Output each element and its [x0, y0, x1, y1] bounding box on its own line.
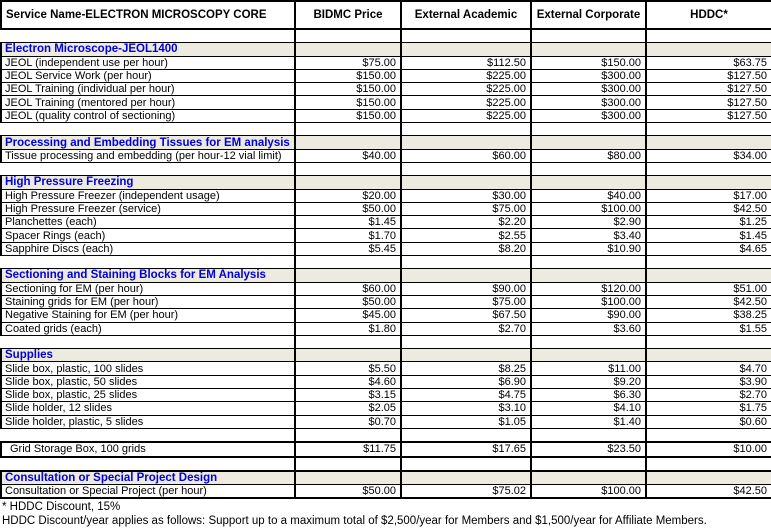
price-cell [401, 335, 531, 348]
table-row [1, 485, 771, 499]
service-name-cell: Spacer Rings (each) [1, 229, 295, 242]
service-name-cell: Consultation or Special Project (per hour) [1, 485, 295, 499]
price-cell [646, 335, 771, 348]
price-cell: $45.00 [295, 309, 401, 322]
price-cell: $42.50 [646, 485, 771, 499]
service-name-cell: Tissue processing and embedding (per hour-12 vial limit) [1, 149, 295, 162]
spacer-row [1, 123, 771, 136]
price-cell [646, 136, 771, 149]
table-row [1, 415, 771, 428]
price-cell: $63.75 [646, 56, 771, 69]
table-row [1, 242, 771, 255]
column-header-external-academic: External Academic [401, 1, 531, 29]
table-row [1, 322, 771, 335]
price-cell: $38.25 [646, 309, 771, 322]
service-name-cell: Slide box, plastic, 100 slides [1, 362, 295, 375]
price-cell: $2.20 [401, 216, 531, 229]
section-row [1, 471, 771, 485]
price-cell: $60.00 [295, 282, 401, 295]
price-cell: $10.00 [646, 442, 771, 456]
price-cell [295, 29, 401, 43]
service-name-cell: JEOL Training (individual per hour) [1, 83, 295, 96]
price-cell: $120.00 [531, 282, 646, 295]
price-cell: $1.45 [295, 216, 401, 229]
service-name-cell [1, 428, 295, 442]
column-header-hddc: HDDC* [646, 1, 771, 29]
price-cell: $51.00 [646, 282, 771, 295]
service-name-cell: Grid Storage Box, 100 grids [1, 442, 295, 456]
price-cell: $11.75 [295, 442, 401, 456]
service-name-cell [1, 457, 295, 471]
footnote-hddc-discount-details: HDDC Discount/year applies as follows: Support up to a maximum total of $2,500/year for Members and $1,500/year for Affiliate Members. [2, 514, 707, 527]
price-cell: $1.70 [295, 229, 401, 242]
island-row [1, 442, 771, 456]
price-cell [531, 256, 646, 269]
table-row [1, 69, 771, 82]
service-name-cell: JEOL Training (mentored per hour) [1, 96, 295, 109]
price-cell: $0.70 [295, 415, 401, 428]
table-row [1, 295, 771, 308]
section-title-cell: High Pressure Freezing [1, 176, 295, 189]
price-cell: $100.00 [531, 295, 646, 308]
price-cell [531, 457, 646, 471]
price-cell [295, 136, 401, 149]
price-cell [401, 471, 531, 485]
price-cell: $50.00 [295, 202, 401, 215]
price-cell: $8.20 [401, 242, 531, 255]
service-name-cell: Slide box, plastic, 25 slides [1, 389, 295, 402]
price-cell: $225.00 [401, 83, 531, 96]
service-name-cell: JEOL (quality control of sectioning) [1, 109, 295, 122]
table-row [1, 216, 771, 229]
price-cell: $1.05 [401, 415, 531, 428]
price-cell [295, 162, 401, 175]
column-header-external-corporate: External Corporate [531, 1, 646, 29]
price-cell: $3.60 [531, 322, 646, 335]
price-cell [401, 428, 531, 442]
price-cell: $50.00 [295, 485, 401, 499]
section-row [1, 349, 771, 362]
price-cell [646, 269, 771, 282]
table-row [1, 149, 771, 162]
price-cell: $50.00 [295, 295, 401, 308]
price-cell: $1.25 [646, 216, 771, 229]
price-cell [646, 43, 771, 56]
price-cell: $112.50 [401, 56, 531, 69]
price-cell: $3.90 [646, 375, 771, 388]
service-name-cell: Sapphire Discs (each) [1, 242, 295, 255]
price-cell: $300.00 [531, 109, 646, 122]
price-cell: $127.50 [646, 109, 771, 122]
price-cell [295, 256, 401, 269]
price-cell [531, 136, 646, 149]
price-cell: $30.00 [401, 189, 531, 202]
price-cell: $9.20 [531, 375, 646, 388]
section-row [1, 43, 771, 56]
price-cell: $1.40 [531, 415, 646, 428]
price-cell [531, 471, 646, 485]
spacer-row [1, 428, 771, 442]
price-cell: $300.00 [531, 83, 646, 96]
service-name-cell: Coated grids (each) [1, 322, 295, 335]
price-cell: $1.75 [646, 402, 771, 415]
service-name-cell [1, 29, 295, 43]
price-cell: $40.00 [295, 149, 401, 162]
price-cell [295, 428, 401, 442]
service-name-cell: High Pressure Freezer (service) [1, 202, 295, 215]
price-cell: $5.50 [295, 362, 401, 375]
price-cell [295, 269, 401, 282]
price-cell [295, 457, 401, 471]
price-cell [531, 269, 646, 282]
price-cell: $17.00 [646, 189, 771, 202]
price-cell: $150.00 [295, 109, 401, 122]
table-row [1, 229, 771, 242]
price-cell: $100.00 [531, 485, 646, 499]
section-row [1, 136, 771, 149]
price-cell: $4.60 [295, 375, 401, 388]
price-cell: $127.50 [646, 69, 771, 82]
price-cell: $4.10 [531, 402, 646, 415]
footnotes [0, 501, 771, 528]
service-name-cell: Negative Staining for EM (per hour) [1, 309, 295, 322]
price-table-body [1, 29, 771, 498]
price-cell: $300.00 [531, 69, 646, 82]
column-header-bidmc-price: BIDMC Price [295, 1, 401, 29]
table-row [1, 402, 771, 415]
service-name-cell [1, 162, 295, 175]
price-cell: $90.00 [401, 282, 531, 295]
price-cell [295, 43, 401, 56]
service-name-cell: Staining grids for EM (per hour) [1, 295, 295, 308]
price-cell: $20.00 [295, 189, 401, 202]
price-cell [401, 29, 531, 43]
service-name-cell [1, 256, 295, 269]
price-cell [401, 123, 531, 136]
price-cell: $80.00 [531, 149, 646, 162]
section-title-cell: Supplies [1, 349, 295, 362]
service-name-cell [1, 123, 295, 136]
service-name-cell: Slide holder, 12 slides [1, 402, 295, 415]
price-cell: $150.00 [295, 96, 401, 109]
price-cell: $150.00 [531, 56, 646, 69]
price-cell: $100.00 [531, 202, 646, 215]
price-cell [295, 349, 401, 362]
price-cell: $3.40 [531, 229, 646, 242]
table-row [1, 282, 771, 295]
price-cell [646, 256, 771, 269]
price-cell: $40.00 [531, 189, 646, 202]
footnote-hddc-discount: * HDDC Discount, 15% [2, 501, 121, 514]
price-cell: $4.70 [646, 362, 771, 375]
price-cell: $1.55 [646, 322, 771, 335]
price-cell [646, 123, 771, 136]
price-cell: $90.00 [531, 309, 646, 322]
price-cell: $75.02 [401, 485, 531, 499]
price-cell: $4.65 [646, 242, 771, 255]
table-row [1, 389, 771, 402]
price-cell: $42.50 [646, 295, 771, 308]
price-cell [401, 136, 531, 149]
service-name-cell: JEOL (independent use per hour) [1, 56, 295, 69]
price-cell [401, 162, 531, 175]
price-cell: $1.45 [646, 229, 771, 242]
price-cell [531, 29, 646, 43]
service-name-cell [1, 335, 295, 348]
price-cell: $2.70 [646, 389, 771, 402]
service-name-cell: Slide box, plastic, 50 slides [1, 375, 295, 388]
price-cell: $2.90 [531, 216, 646, 229]
section-title-cell: Consultation or Special Project Design [1, 471, 295, 485]
price-cell: $2.55 [401, 229, 531, 242]
price-cell [646, 457, 771, 471]
table-header [1, 1, 771, 29]
price-cell: $2.70 [401, 322, 531, 335]
price-cell [401, 457, 531, 471]
price-cell: $1.80 [295, 322, 401, 335]
price-cell: $23.50 [531, 442, 646, 456]
price-cell [295, 335, 401, 348]
price-cell: $4.75 [401, 389, 531, 402]
price-cell: $0.60 [646, 415, 771, 428]
price-cell: $6.30 [531, 389, 646, 402]
price-cell: $150.00 [295, 83, 401, 96]
section-title-cell: Processing and Embedding Tissues for EM analysis [1, 136, 295, 149]
service-name-cell: Sectioning for EM (per hour) [1, 282, 295, 295]
section-title-cell: Sectioning and Staining Blocks for EM Analysis [1, 269, 295, 282]
price-cell [295, 123, 401, 136]
price-cell: $67.50 [401, 309, 531, 322]
table-row [1, 362, 771, 375]
price-cell [531, 123, 646, 136]
price-cell: $127.50 [646, 96, 771, 109]
price-cell: $300.00 [531, 96, 646, 109]
service-name-cell: Planchettes (each) [1, 216, 295, 229]
price-cell [531, 428, 646, 442]
spacer-row [1, 457, 771, 471]
price-cell: $6.90 [401, 375, 531, 388]
section-row [1, 269, 771, 282]
price-cell [295, 176, 401, 189]
price-cell [531, 43, 646, 56]
price-cell: $17.65 [401, 442, 531, 456]
price-cell: $34.00 [646, 149, 771, 162]
price-cell: $150.00 [295, 69, 401, 82]
price-cell: $75.00 [401, 202, 531, 215]
price-cell: $10.90 [531, 242, 646, 255]
price-cell: $8.25 [401, 362, 531, 375]
price-cell [401, 256, 531, 269]
spacer-row [1, 256, 771, 269]
price-cell [646, 162, 771, 175]
price-cell: $5.45 [295, 242, 401, 255]
price-cell [531, 335, 646, 348]
section-title-cell: Electron Microscope-JEOL1400 [1, 43, 295, 56]
spacer-row [1, 29, 771, 43]
header-row [1, 1, 771, 29]
price-cell: $42.50 [646, 202, 771, 215]
price-cell: $225.00 [401, 109, 531, 122]
price-cell [401, 269, 531, 282]
section-row [1, 176, 771, 189]
price-cell: $127.50 [646, 83, 771, 96]
service-name-cell: JEOL Service Work (per hour) [1, 69, 295, 82]
price-cell: $75.00 [401, 295, 531, 308]
price-cell: $2.05 [295, 402, 401, 415]
spacer-row [1, 162, 771, 175]
price-cell: $225.00 [401, 69, 531, 82]
price-cell [646, 176, 771, 189]
table-row [1, 56, 771, 69]
price-cell: $3.15 [295, 389, 401, 402]
price-cell [401, 176, 531, 189]
service-name-cell: Slide holder, plastic, 5 slides [1, 415, 295, 428]
price-cell [401, 43, 531, 56]
price-cell: $3.10 [401, 402, 531, 415]
table-row [1, 83, 771, 96]
table-row [1, 189, 771, 202]
table-row [1, 202, 771, 215]
price-cell: $225.00 [401, 96, 531, 109]
spacer-row [1, 335, 771, 348]
price-cell: $11.00 [531, 362, 646, 375]
price-cell: $60.00 [401, 149, 531, 162]
price-cell [531, 349, 646, 362]
price-cell [295, 471, 401, 485]
table-row [1, 375, 771, 388]
service-name-cell: High Pressure Freezer (independent usage) [1, 189, 295, 202]
price-cell [646, 349, 771, 362]
price-cell [646, 428, 771, 442]
price-cell [531, 176, 646, 189]
price-cell [646, 29, 771, 43]
price-cell: $75.00 [295, 56, 401, 69]
price-cell [646, 471, 771, 485]
price-cell [531, 162, 646, 175]
column-header-service-name: Service Name-ELECTRON MICROSCOPY CORE [1, 1, 295, 29]
table-row [1, 109, 771, 122]
price-cell [401, 349, 531, 362]
table-row [1, 309, 771, 322]
table-row [1, 96, 771, 109]
